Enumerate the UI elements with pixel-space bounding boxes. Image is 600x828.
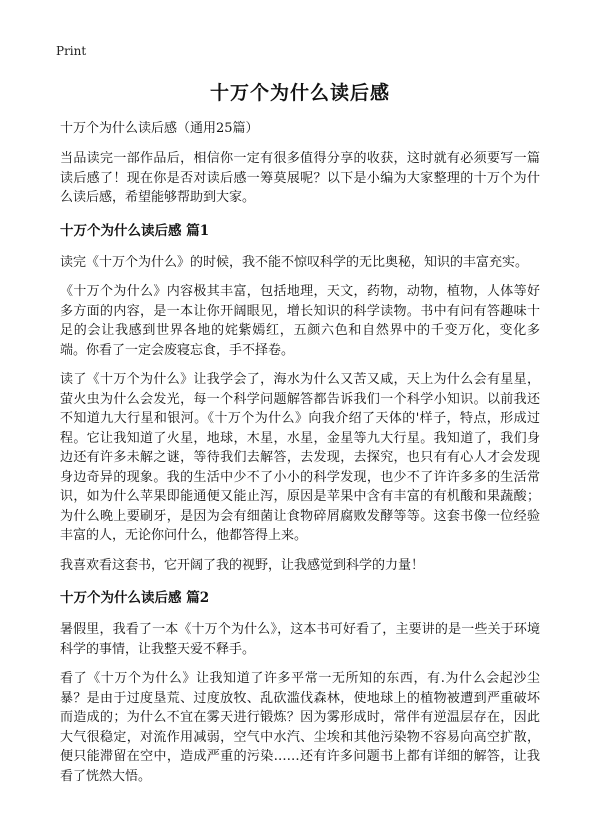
section-2-paragraph-1: 暑假里，我看了一本《十万个为什么》，这本书可好看了，主要讲的是一些关于环境科学的事情，让我整天爱不释手。 xyxy=(60,622,540,657)
section-heading-1: 十万个为什么读后感 篇1 xyxy=(60,222,210,239)
print-link[interactable]: Print xyxy=(56,44,87,58)
section-1-paragraph-3: 读了《十万个为什么》让我学会了，海水为什么又苦又咸，天上为什么会有星星，萤火虫为什么会发光，每一个科学问题解答都告诉我们一个科学小知识。以前我还不知道九大行星和银河。《十万个为什么》向我介绍了天体的'样子，特点，形成过程。它让我知道了火星，地球，木星，水星，金星等九大行星。我知道了，我们身边还有许多未解之谜，等待我们去解答，去发现，去探究，也只有有心人才会发现身边奇异的现象。我的生活中少不了小小的科学发现，也少不了许许多多的生活常识，如为什么苹果即能通便又能止泻，原因是苹果中含有丰富的有机酸和果蔬酸；为什么晚上要刷牙，是因为会有细菌让食物碎屑腐败发酵等等。这套书像一位经验丰富的人，无论你问什么，他都答得上来。 xyxy=(60,372,540,543)
section-2-paragraph-2: 看了《十万个为什么》让我知道了许多平常一无所知的东西，有.为什么会起沙尘暴？是由于过度垦荒、过度放牧、乱砍滥伐森林，使地球上的植物被遭到严重破坏而造成的；为什么不宜在雾天进行锻炼？因为雾形成时，常伴有逆温层存在，因此大气很稳定，对流作用减弱，空气中水汽、尘埃和其他污染物不容易向高空扩散，便只能滞留在空中，造成严重的污染……还有许多问题书上都有详细的解答，让我看了恍然大悟。 xyxy=(60,671,540,784)
intro-paragraph: 当品读完一部作品后，相信你一定有很多值得分享的收获，这时就有必须要写一篇读后感了！现在你是否对读后感一筹莫展呢？以下是小编为大家整理的十万个为什么读后感，希望能够帮助到大家。 xyxy=(60,151,540,205)
section-1-paragraph-1: 读完《十万个为什么》的时候，我不能不惊叹科学的无比奥秘，知识的丰富充实。 xyxy=(60,254,529,270)
document-body xyxy=(60,120,540,796)
section-heading-2: 十万个为什么读后感 篇2 xyxy=(60,590,210,606)
document-subtitle: 十万个为什么读后感（通用25篇） xyxy=(60,121,259,136)
section-1-paragraph-4: 我喜欢看这套书，它开阔了我的视野，让我感觉到科学的力量！ xyxy=(60,557,425,573)
section-1-paragraph-2: 《十万个为什么》内容极其丰富，包括地理，天文，药物，动物，植物，人体等好多方面的内容，是一本让你开阔眼见，增长知识的科学读物。书中有问有答趣味十足的会让我感到世界各地的姹紫嫣红，五颜六色和自然界中的千变万化，变化多端。你看了一定会废寝忘食，手不择卷。 xyxy=(60,284,540,358)
page-title: 十万个为什么读后感 xyxy=(209,82,390,104)
